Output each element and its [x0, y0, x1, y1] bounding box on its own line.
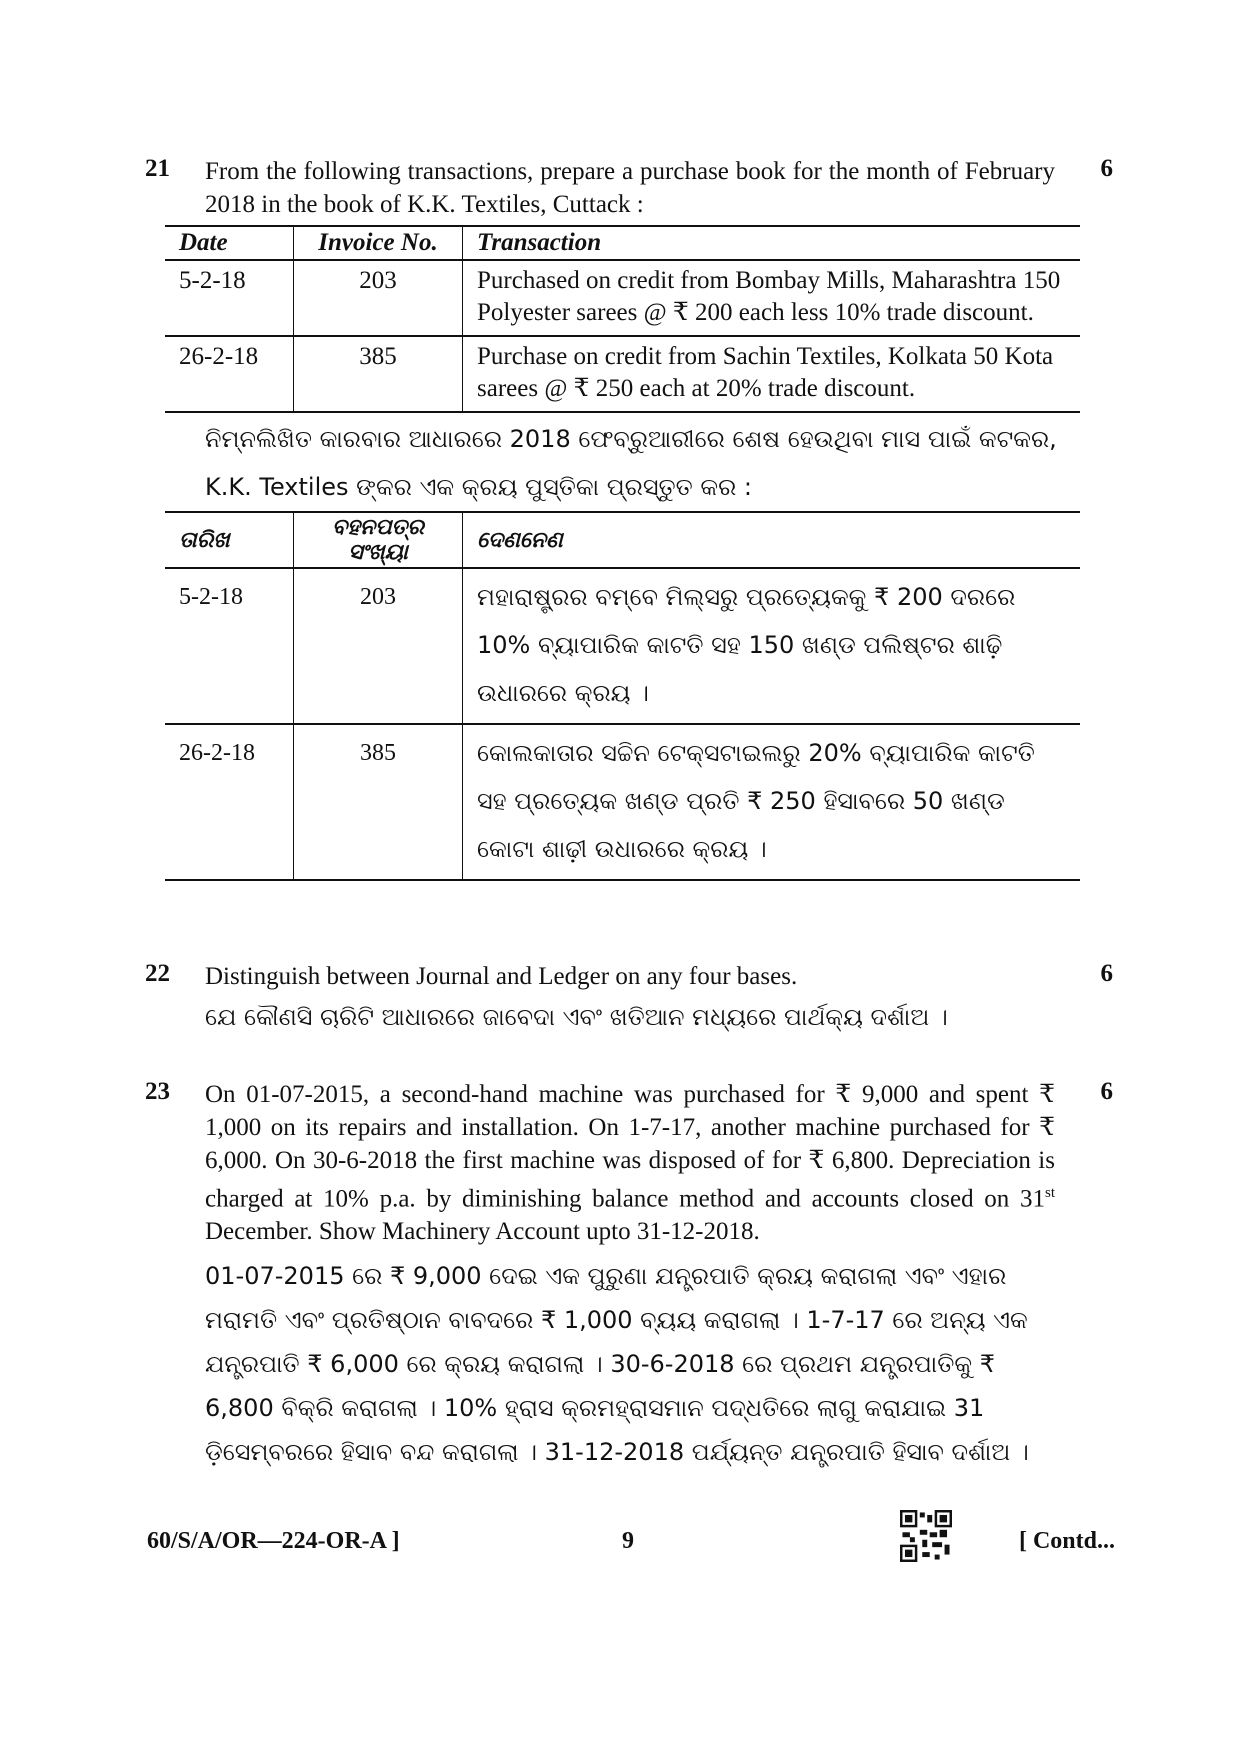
- transactions-table-english: [165, 225, 1080, 413]
- question-22: [145, 960, 1125, 1041]
- continued-label: [ Contd...: [1018, 1528, 1115, 1554]
- question-text-odia: ଯେ କୌଣସି ଚାରିଟି ଆଧାରରେ ଜାବେଦା ଏବଂ ଖତିଆନ ମଧ୍ୟରେ ପାର୍ଥକ୍ୟ ଦର୍ଶାଅ ।: [205, 1003, 948, 1031]
- question-text-odia: ନିମ୍ନଲିଖିତ କାରବାର ଆଧାରରେ 2018 ଫେବ୍ରୁଆରୀରେ ଶେଷ ହେଉଥିବା ମାସ ପାଇଁ କଟକର, K.K. Textiles ଙ୍କର ଏକ କ୍ରୟ ପୁସ୍ତିକା ପ୍ରସ୍ତୁତ କର :: [205, 425, 1057, 501]
- question-number: 22: [145, 960, 170, 987]
- question-21: [145, 155, 1125, 881]
- header-date-odia: ତାରିଖ: [165, 512, 294, 568]
- superscript: st: [1044, 1185, 1055, 1201]
- table-row: [165, 260, 1080, 336]
- cell-transaction: Purchased on credit from Bombay Mills, Maharashtra 150 Polyester sarees @ ₹ 200 each less 10% trade discount.: [463, 260, 1081, 336]
- cell-date: 26-2-18: [165, 336, 294, 412]
- cell-invoice: 385: [294, 724, 463, 880]
- header-invoice-odia: ବହନପତ୍ର ସଂଖ୍ୟା: [294, 512, 463, 568]
- table-row: [165, 568, 1080, 724]
- cell-transaction-odia: ମହାରାଷ୍ଟ୍ରର ବମ୍ବେ ମିଲ୍‌ସରୁ ପ୍ରତ୍ୟେକକୁ ₹ 200 ଦରରେ 10% ବ୍ୟାପାରିକ କାଟତି ସହ 150 ଖଣ୍ଡ ପଲିଷ୍ଟର ଶାଢ଼ି ଉଧାରରେ କ୍ରୟ ।: [463, 568, 1081, 724]
- transactions-table-odia: [165, 511, 1080, 881]
- question-number: 23: [145, 1078, 170, 1105]
- question-23: [145, 1078, 1125, 1474]
- question-text-odia: 01-07-2015 ରେ ₹ 9,000 ଦେଇ ଏକ ପୁରୁଣା ଯନ୍ତ୍ରପାତି କ୍ରୟ କରାଗଲା ଏବଂ ଏହାର ମରାମତି ଏବଂ ପ୍ରତିଷ୍ଠାନ ବାବଦରେ ₹ 1,000 ବ୍ୟୟ କରାଗଲା । 1-7-17 ରେ ଅନ୍ୟ ଏକ ଯନ୍ତ୍ରପାତି ₹ 6,000 ରେ କ୍ରୟ କରାଗଲା । 30-6-2018 ରେ ପ୍ରଥମ ଯନ୍ତ୍ରପାତିକୁ ₹ 6,800 ବିକ୍ରି କରାଗଲା । 10% ହ୍ରାସ କ୍ରମହ୍ରାସମାନ ପଦ୍ଧତିରେ ଲାଗୁ କରାଯାଇ 31 ଡ଼ିସେମ୍ବରରେ ହିସାବ ବନ୍ଦ କରାଗଲା । 31-12-2018 ପର୍ଯ୍ୟନ୍ତ ଯନ୍ତ୍ରପାତି ହିସାବ ଦର୍ଶାଅ ।: [205, 1262, 1029, 1467]
- header-date: Date: [165, 226, 294, 260]
- table-row: [165, 336, 1080, 412]
- cell-date: 5-2-18: [165, 260, 294, 336]
- page-number: 9: [622, 1528, 634, 1554]
- cell-transaction-odia: କୋଲକାତାର ସଚ୍ଚିନ ଟେକ୍‌ସଟାଇଲରୁ 20% ବ୍ୟାପାରିକ କାଟତି ସହ ପ୍ରତ୍ୟେକ ଖଣ୍ଡ ପ୍ରତି ₹ 250 ହିସାବରେ 50 ଖଣ୍ଡ କୋଟା ଶାଢ଼ୀ ଉଧାରରେ କ୍ରୟ ।: [463, 724, 1081, 880]
- cell-date: 5-2-18: [165, 568, 294, 724]
- paper-code: 60/S/A/OR—224-OR-A ]: [147, 1528, 400, 1554]
- cell-invoice: 203: [294, 568, 463, 724]
- question-marks: 6: [1100, 1078, 1113, 1105]
- cell-invoice: 203: [294, 260, 463, 336]
- question-text-part: December. Show Machinery Account upto 31-12-2018.: [205, 1218, 760, 1246]
- question-text: Distinguish between Journal and Ledger on any four bases.: [205, 963, 798, 990]
- header-transaction-odia: ଦେଣନେଣ: [463, 512, 1081, 568]
- question-text-part: On 01-07-2015, a second-hand machine was purchased for ₹ 9,000 and spent ₹ 1,000 on its repairs and installation. On 1-7-17, another machine purchased for ₹ 6,000. On 30-6-2018 the first machine was disposed of for ₹ 6,800. Depreciation is charged at 10% p.a. by diminishing balance method and accounts closed on 31: [205, 1081, 1055, 1213]
- question-marks: 6: [1100, 960, 1113, 987]
- table-row: [165, 724, 1080, 880]
- table-header-row: [165, 512, 1080, 568]
- cell-transaction: Purchase on credit from Sachin Textiles, Kolkata 50 Kota sarees @ ₹ 250 each at 20% trade discount.: [463, 336, 1081, 412]
- table-header-row: [165, 226, 1080, 260]
- cell-date: 26-2-18: [165, 724, 294, 880]
- question-marks: 6: [1100, 155, 1113, 182]
- header-invoice: Invoice No.: [294, 226, 463, 260]
- page-footer: [147, 1528, 1127, 1588]
- cell-invoice: 385: [294, 336, 463, 412]
- question-text: [205, 1078, 1055, 1248]
- header-transaction: Transaction: [463, 226, 1081, 260]
- question-text: From the following transactions, prepare a purchase book for the month of February 2018 in the book of K.K. Textiles, Cuttack :: [205, 158, 1055, 218]
- question-number: 21: [145, 155, 170, 182]
